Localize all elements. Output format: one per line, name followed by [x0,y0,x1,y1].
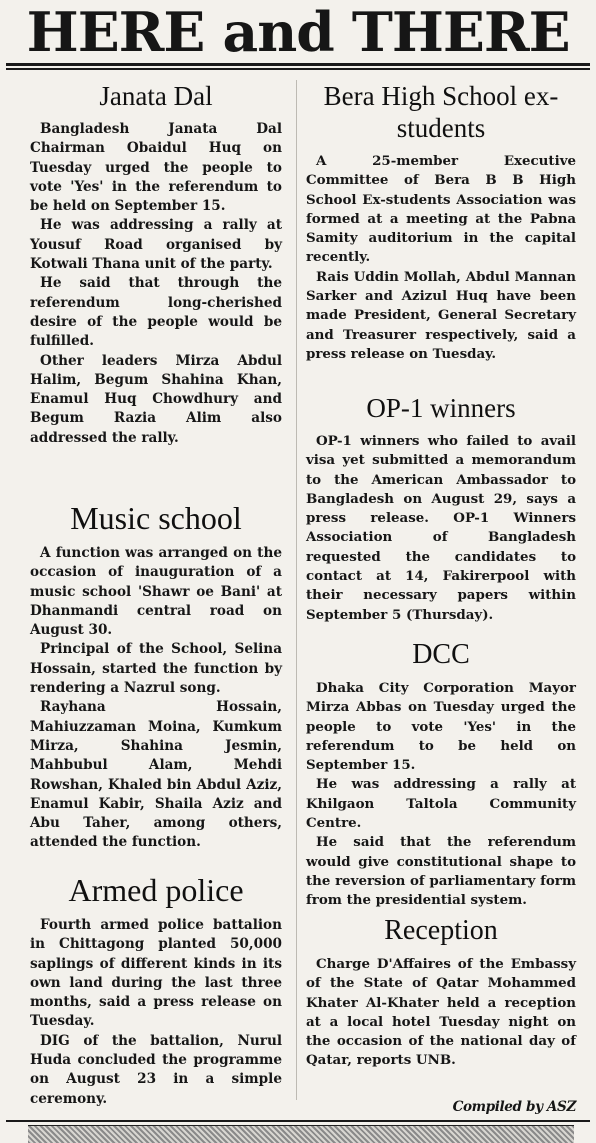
article-headline: Music school [70,500,242,536]
article-paragraph: He was addressing a rally at Yousuf Road organised by Kotwali Thana unit of the party. [30,217,282,273]
article-bera-high-school [306,80,576,392]
article-headline: Bera High School ex-students [323,81,559,143]
masthead-title: HERE and THERE [26,0,570,64]
article-paragraph: Rais Uddin Mollah, Abdul Mannan Sarker and Azizul Huq have been made President, General Secretary and Treasurer respectively, said a press release on Tuesday. [306,268,576,362]
article-paragraph: A 25-member Executive Committee of Bera B B High School Ex-students Association was formed at a meeting at the Pabna Samity auditorium in the capital recently. [306,153,576,266]
article-op1-winners [306,392,576,638]
article-dcc [306,638,576,914]
right-column [306,80,576,1071]
article-paragraph: OP-1 winners who failed to avail visa yet submitted a memorandum to the American Ambassador to Bangladesh on August 29, says a press release. OP-1 Winners Association of Bangladesh requested the candidates to contact at 14, Fakirerpool with their necessary papers within September 5 (Thursday). [306,433,576,623]
left-column [30,80,282,1109]
column-divider [296,80,297,1100]
article-paragraph: Principal of the School, Selina Hossain, started the function by rendering a Nazrul song. [30,641,282,697]
article-reception [306,914,576,1071]
article-paragraph: DIG of the battalion, Nurul Huda concluded the programme on August 23 in a simple ceremony. [30,1032,282,1107]
article-janata-dal [30,80,282,500]
article-headline: DCC [412,639,470,670]
article-paragraph: He said that the referendum would give constitutional shape to the reversion of parliamentary form from the presidential system. [306,834,576,909]
bottom-rule [6,1120,590,1122]
article-headline: Reception [384,915,498,946]
article-headline: OP-1 winners [366,393,516,423]
article-paragraph: Charge D'Affaires of the Embassy of the State of Qatar Mohammed Khater Al-Khater held a reception at a local hotel Tuesday night on the occasion of the national day of Qatar, reports UNB. [306,956,576,1069]
article-paragraph: Fourth armed police battalion in Chittagong planted 50,000 saplings of different kinds in its own land during the last three months, said a press release on Tuesday. [30,917,282,1030]
article-paragraph: Rayhana Hossain, Mahiuzzaman Moina, Kumkum Mirza, Shahina Jesmin, Mahbubul Alam, Mehdi Rowshan, Khaled bin Abdul Aziz, Enamul Kabir, Shaila Aziz and Abu Taher, among others, attended the function. [30,699,282,851]
masthead-rule [6,68,590,70]
next-section-strip [28,1125,574,1143]
article-headline: Janata Dal [99,81,213,111]
article-paragraph: A function was arranged on the occasion of inauguration of a music school 'Shawr oe Bani' at Dhanmandi central road on August 30. [30,545,282,639]
article-armed-police [30,872,282,1109]
compiled-by-credit: Compiled by ASZ [452,1099,576,1115]
article-headline: Armed police [68,872,244,908]
article-paragraph: Dhaka City Corporation Mayor Mirza Abbas on Tuesday urged the people to vote 'Yes' in the referendum to be held on September 15. [306,680,576,774]
masthead [6,0,590,66]
article-paragraph: He said that through the referendum long-cherished desire of the people would be fulfilled. [30,275,282,350]
article-music-school [30,500,282,872]
article-paragraph: He was addressing a rally at Khilgaon Taltola Community Centre. [306,776,576,832]
article-paragraph: Bangladesh Janata Dal Chairman Obaidul Huq on Tuesday urged the people to vote 'Yes' in the referendum to be held on September 15. [30,121,282,215]
article-paragraph: Other leaders Mirza Abdul Halim, Begum Shahina Khan, Enamul Huq Chowdhury and Begum Razia Alim also addressed the rally. [30,352,282,446]
